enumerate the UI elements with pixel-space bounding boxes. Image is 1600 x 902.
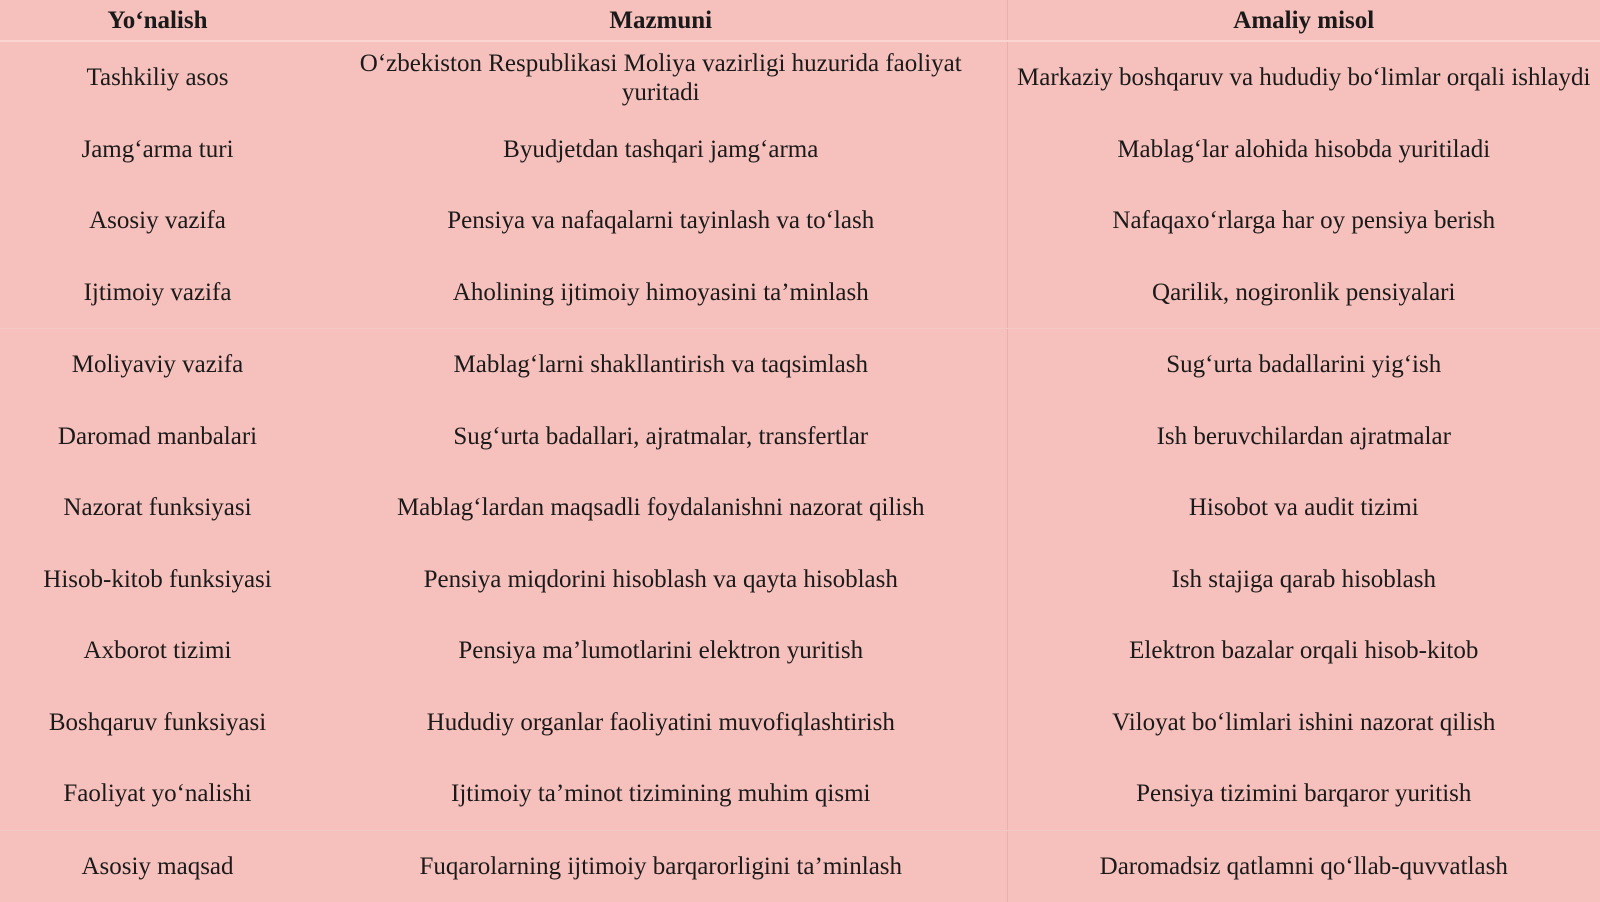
table-row [0,544,1600,616]
table-row [0,401,1600,473]
table-row [0,615,1600,687]
table-row [0,185,1600,257]
table-row [0,114,1600,186]
cell-content: Hududiy organlar faoliyatini muvofiqlashtirish [315,687,1007,759]
header-row [0,0,1600,41]
cell-example: Sug‘urta badallarini yig‘ish [1166,351,1442,379]
table-row [0,830,1600,902]
table-row [0,472,1600,544]
table-row [0,41,1600,114]
cell-direction: Ijtimoiy vazifa [0,257,315,329]
cell-example: Ish beruvchilardan ajratmalar [1156,422,1451,450]
cell-direction: Daromad manbalari [57,422,258,450]
cell-example: Qarilik, nogironlik pensiyalari [1007,257,1600,329]
cell-direction: Asosiy vazifa [89,207,226,235]
cell-direction: Faoliyat yo‘nalishi [0,758,315,830]
cell-direction: Boshqaruv funksiyasi [48,708,267,736]
cell-content: Pensiya va nafaqalarni tayinlash va to‘lash [315,185,1007,257]
cell-example: Nafaqaxo‘rlarga har oy pensiya berish [1112,207,1496,235]
table-body [0,41,1600,902]
cell-content: Pensiya ma’lumotlarini elektron yuritish [315,615,1007,687]
table-row [0,257,1600,329]
cell-example: Mablag‘lar alohida hisobda yuritiladi [1117,135,1491,163]
cell-direction: Jamg‘arma turi [81,135,234,163]
header-example: Amaliy misol [1007,0,1600,41]
cell-example: Elektron bazalar orqali hisob-kitob [1129,637,1479,665]
cell-content: Fuqarolarning ijtimoiy barqarorligini ta’minlash [315,830,1007,902]
table-row [0,329,1600,401]
cell-content: Sug‘urta badallari, ajratmalar, transfertlar [315,401,1007,473]
cell-example: Viloyat bo‘limlari ishini nazorat qilish [1112,708,1496,736]
cell-example: Daromadsiz qatlamni qo‘llab-quvvatlash [1099,852,1508,880]
cell-direction: Tashkiliy asos [86,64,229,92]
cell-content: Ijtimoiy ta’minot tizimining muhim qismi [315,758,1007,830]
cell-direction: Hisob-kitob funksiyasi [43,565,272,593]
table-row [0,687,1600,759]
cell-example: Hisobot va audit tizimi [1188,494,1419,522]
cell-example: Markaziy boshqaruv va hududiy bo‘limlar orqali ishlaydi [1017,64,1591,92]
cell-direction: Moliyaviy vazifa [71,351,244,379]
cell-content: Pensiya miqdorini hisoblash va qayta hisoblash [315,544,1007,616]
header-direction: Yo‘nalish [0,0,315,41]
cell-example: Pensiya tizimini barqaror yuritish [1007,758,1600,830]
cell-content: Mablag‘lardan maqsadli foydalanishni nazorat qilish [315,472,1007,544]
cell-content: Mablag‘larni shakllantirish va taqsimlash [315,329,1007,401]
cell-direction: Nazorat funksiyasi [63,494,252,522]
cell-example: Ish stajiga qarab hisoblash [1171,565,1437,593]
cell-content: Byudjetdan tashqari jamg‘arma [315,114,1007,186]
cell-direction: Asosiy maqsad [81,852,234,880]
cell-direction: Axborot tizimi [83,637,232,665]
header-content: Mazmuni [315,0,1007,41]
table-row [0,758,1600,830]
table-header [0,0,1600,41]
cell-content: O‘zbekiston Respublikasi Moliya vazirligi huzurida faoliyat yuritadi [315,41,1007,114]
cell-content: Aholining ijtimoiy himoyasini ta’minlash [315,257,1007,329]
